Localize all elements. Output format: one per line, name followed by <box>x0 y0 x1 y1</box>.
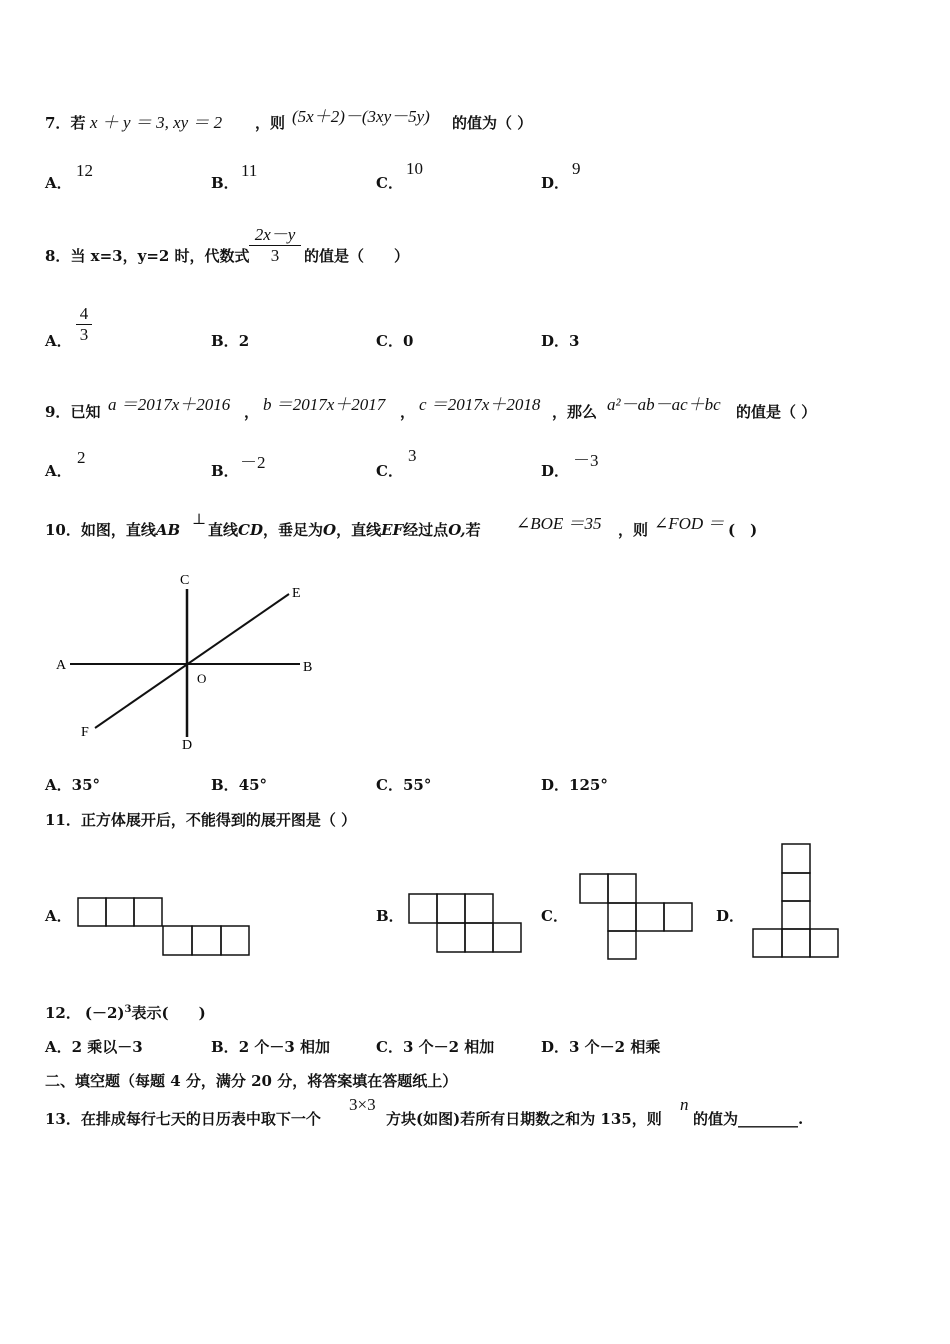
q8-option-a-denominator: 3 <box>79 325 89 344</box>
figure-label-b: B <box>303 660 313 675</box>
q10-perp-symbol: ⊥ <box>192 510 207 528</box>
q11-number: 11． <box>45 811 81 829</box>
q13-number: 13． <box>45 1110 81 1128</box>
figure-label-e: E <box>292 586 301 601</box>
q10-point-o: O <box>322 521 337 539</box>
q7-expression: (5x＋2)－(3xy－5y) <box>292 107 430 126</box>
q10-option-a[interactable]: A．35° <box>45 776 101 794</box>
q8-number: 8． <box>45 247 71 265</box>
question-9 <box>45 401 100 422</box>
q9-then: ，那么 <box>552 403 598 421</box>
q10-line-cd: CD <box>238 521 263 539</box>
q12-option-d[interactable]: D．3 个－2 相乘 <box>541 1038 661 1056</box>
q8-prefix: 当 x=3，y=2 时，代数式 <box>70 247 250 265</box>
q10-text-7: ，则 <box>618 521 649 539</box>
q8-option-a[interactable]: A． <box>45 332 72 350</box>
q9-number: 9． <box>45 403 71 421</box>
q13-text-1: 在排成每行七天的日历表中取下一个 <box>80 1110 321 1128</box>
q12-exponent: 3 <box>124 1004 132 1015</box>
q8-option-b[interactable]: B．2 <box>211 332 250 350</box>
q11-net-c[interactable] <box>579 873 695 963</box>
q9-option-a[interactable]: A． <box>45 462 72 480</box>
q9-suffix: 的值是（ ） <box>736 403 817 421</box>
q10-text-5: 经过点 <box>403 521 449 539</box>
q13-value-label: 的值为 <box>693 1110 739 1128</box>
q10-text-3: ，垂足为 <box>262 521 323 539</box>
q9-separator-2: ， <box>400 403 416 421</box>
figure-line-ef <box>95 594 289 728</box>
q10-text-1: 如图，直线 <box>80 521 156 539</box>
q10-figure <box>50 565 330 755</box>
q13-size: 3×3 <box>349 1095 376 1114</box>
q13-variable-n: n <box>680 1095 689 1114</box>
q10-angle-fod: ∠FOD ＝ <box>654 514 725 533</box>
q7-option-a-value: 12 <box>76 161 93 180</box>
q8-option-d[interactable]: D．3 <box>541 332 580 350</box>
q11-net-b[interactable] <box>408 893 526 955</box>
q10-option-c[interactable]: C．55° <box>376 776 432 794</box>
q7-prefix: 若 <box>70 114 86 132</box>
q9-option-c-value: 3 <box>408 446 417 465</box>
q8-option-a-fraction <box>76 304 92 345</box>
q7-option-b-value: 11 <box>241 161 258 180</box>
q9-a-expression: a ＝2017x＋2016 <box>108 395 231 414</box>
q11-option-b[interactable]: B． <box>376 907 404 925</box>
q9-separator-1: ， <box>244 403 260 421</box>
q7-option-c-value: 10 <box>406 159 423 178</box>
q8-option-c[interactable]: C．0 <box>376 332 414 350</box>
q9-option-b-value: －2 <box>240 453 266 472</box>
q9-prefix: 已知 <box>70 403 101 421</box>
q8-fraction-denominator: 3 <box>270 246 280 265</box>
q9-option-d[interactable]: D． <box>541 462 570 480</box>
question-11 <box>45 809 356 830</box>
q13-text-2: 方块(如图)若所有日期数之和为 135，则 <box>386 1110 662 1128</box>
q13-answer-blank[interactable]: ________ <box>738 1110 799 1128</box>
q9-option-c[interactable]: C． <box>376 462 403 480</box>
q10-line-ab: AB <box>155 521 181 539</box>
q7-option-d-value: 9 <box>572 159 581 178</box>
q10-option-d[interactable]: D．125° <box>541 776 608 794</box>
question-8 <box>45 245 250 266</box>
q10-number: 10． <box>45 521 81 539</box>
q8-fraction <box>249 220 301 266</box>
q11-text: 正方体展开后，不能得到的展开图是（ ） <box>80 811 357 829</box>
q10-text-4: ，直线 <box>336 521 382 539</box>
q11-option-a[interactable]: A． <box>45 907 72 925</box>
section-2-title: 二、填空题（每题 4 分，满分 20 分，将答案填在答题纸上） <box>45 1072 458 1090</box>
q11-net-a[interactable] <box>77 897 252 957</box>
q10-text-2 <box>208 519 481 540</box>
q11-option-d[interactable]: D． <box>716 907 745 925</box>
q10-angle-boe: ∠BOE ＝35 <box>516 514 602 533</box>
question-7 <box>45 112 85 133</box>
q7-option-c[interactable]: C． <box>376 174 403 192</box>
q12-base: (－2) <box>84 1004 125 1022</box>
q13-text-3 <box>693 1108 803 1129</box>
q12-number: 12． <box>45 1004 81 1022</box>
q11-net-d[interactable] <box>752 843 842 961</box>
q7-option-a[interactable]: A． <box>45 174 72 192</box>
q10-text-2-a: 直线 <box>208 521 239 539</box>
q12-suffix: 表示( ) <box>131 1004 206 1022</box>
figure-label-c: C <box>180 573 190 588</box>
q8-fraction-numerator: 2x－y <box>254 225 296 244</box>
q10-text-6: 若 <box>465 521 481 539</box>
q9-b-expression: b ＝2017x＋2017 <box>263 395 386 414</box>
q7-number: 7． <box>45 114 71 132</box>
q7-comma: ，则 <box>255 114 286 132</box>
q10-line-ef: EF <box>381 521 404 539</box>
q9-option-b[interactable]: B． <box>211 462 239 480</box>
q11-option-c[interactable]: C． <box>541 907 568 925</box>
q7-option-b[interactable]: B． <box>211 174 239 192</box>
q8-suffix: 的值是（ ） <box>304 247 410 265</box>
figure-label-f: F <box>81 725 89 740</box>
figure-label-o: O <box>197 671 207 686</box>
q12-option-b[interactable]: B．2 个－3 相加 <box>211 1038 331 1056</box>
q10-point-o-2: O, <box>448 521 466 539</box>
q10-option-b[interactable]: B．45° <box>211 776 268 794</box>
q9-option-a-value: 2 <box>77 448 86 467</box>
q7-suffix: 的值为（ ） <box>452 114 533 132</box>
q12-option-c[interactable]: C．3 个－2 相加 <box>376 1038 495 1056</box>
question-12 <box>45 1002 206 1023</box>
q7-option-d[interactable]: D． <box>541 174 570 192</box>
q9-c-expression: c ＝2017x＋2018 <box>419 395 541 414</box>
figure-label-d: D <box>182 738 193 753</box>
q7-given: x ＋ y ＝ 3, xy ＝ 2 <box>90 113 223 132</box>
question-10 <box>45 519 180 540</box>
q12-option-a[interactable]: A．2 乘以－3 <box>45 1038 143 1056</box>
q9-target-expression: a²－ab－ac＋bc <box>607 395 721 414</box>
q10-suffix: ( ) <box>728 521 758 539</box>
q13-period: . <box>798 1110 804 1128</box>
figure-label-a: A <box>56 658 67 673</box>
q8-option-a-numerator: 4 <box>79 304 89 323</box>
q9-option-d-value: －3 <box>573 451 599 470</box>
question-13 <box>45 1108 321 1129</box>
